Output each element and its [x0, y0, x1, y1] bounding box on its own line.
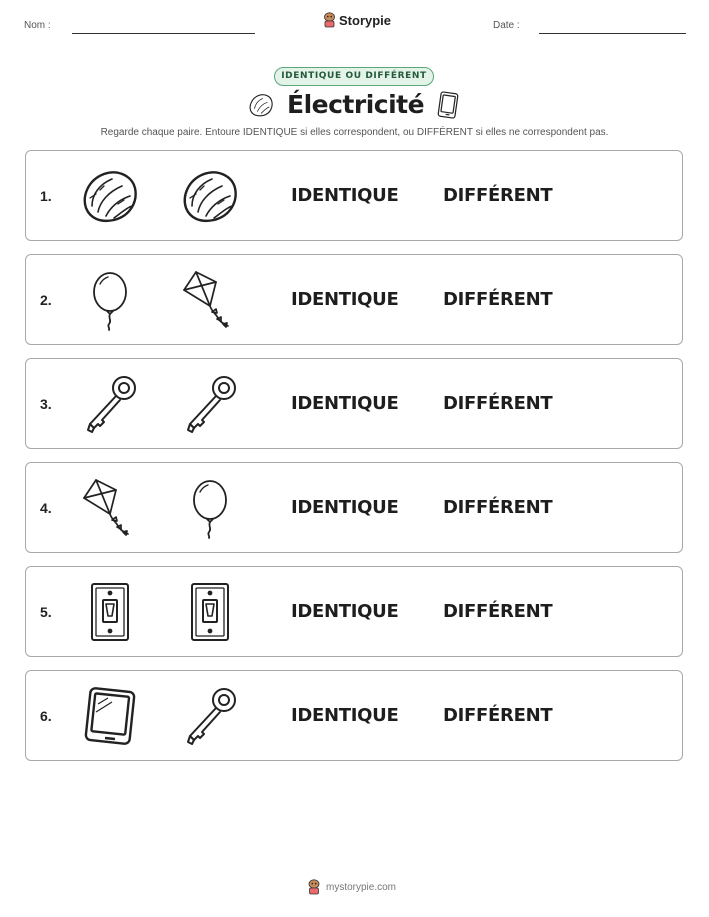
pair-row-6: [25, 670, 683, 761]
identique-option[interactable]: IDENTIQUE: [291, 185, 399, 206]
page-title: Électricité: [287, 90, 425, 119]
key-icon: [78, 372, 142, 436]
light-switch-icon: [78, 580, 142, 644]
rock-icon: [78, 164, 142, 228]
kite-icon: [178, 268, 242, 332]
pair-row-3: [25, 358, 683, 449]
tablet-icon: [433, 90, 463, 125]
pair-row-4: [25, 462, 683, 553]
row-number: 5.: [40, 604, 52, 620]
name-field-line[interactable]: [72, 33, 255, 34]
storypie-mascot-icon: [323, 12, 336, 28]
footer: [307, 879, 396, 895]
row-number: 2.: [40, 292, 52, 308]
storypie-mascot-icon: [307, 879, 321, 895]
row-number: 1.: [40, 188, 52, 204]
balloon-icon: [178, 476, 242, 540]
brand-logo: [323, 12, 391, 28]
different-option[interactable]: DIFFÉRENT: [443, 497, 553, 518]
identique-option[interactable]: IDENTIQUE: [291, 289, 399, 310]
key-icon: [178, 684, 242, 748]
identique-option[interactable]: IDENTIQUE: [291, 393, 399, 414]
name-label: Nom :: [24, 20, 51, 31]
identique-option[interactable]: IDENTIQUE: [291, 497, 399, 518]
row-number: 3.: [40, 396, 52, 412]
row-number: 4.: [40, 500, 52, 516]
different-option[interactable]: DIFFÉRENT: [443, 393, 553, 414]
key-icon: [178, 372, 242, 436]
row-number: 6.: [40, 708, 52, 724]
instructions: Regarde chaque paire. Entoure IDENTIQUE si elles correspondent, ou DIFFÉRENT si elles ne correspondent pas.: [100, 127, 609, 138]
pair-row-1: [25, 150, 683, 241]
kite-icon: [78, 476, 142, 540]
balloon-icon: [78, 268, 142, 332]
date-label: Date :: [493, 20, 520, 31]
identique-option[interactable]: IDENTIQUE: [291, 705, 399, 726]
different-option[interactable]: DIFFÉRENT: [443, 185, 553, 206]
title-row: [0, 88, 709, 126]
worksheet-type-badge: IDENTIQUE OU DIFFÉRENT: [274, 67, 434, 86]
tablet-icon: [78, 684, 142, 748]
pair-row-2: [25, 254, 683, 345]
brand-name: Storypie: [339, 12, 392, 28]
pair-row-5: [25, 566, 683, 657]
light-switch-icon: [178, 580, 242, 644]
different-option[interactable]: DIFFÉRENT: [443, 601, 553, 622]
identique-option[interactable]: IDENTIQUE: [291, 601, 399, 622]
different-option[interactable]: DIFFÉRENT: [443, 705, 553, 726]
date-field-line[interactable]: [539, 33, 686, 34]
footer-url: mystorypie.com: [326, 881, 397, 893]
different-option[interactable]: DIFFÉRENT: [443, 289, 553, 310]
rock-icon: [178, 164, 242, 228]
rock-icon: [246, 90, 276, 125]
